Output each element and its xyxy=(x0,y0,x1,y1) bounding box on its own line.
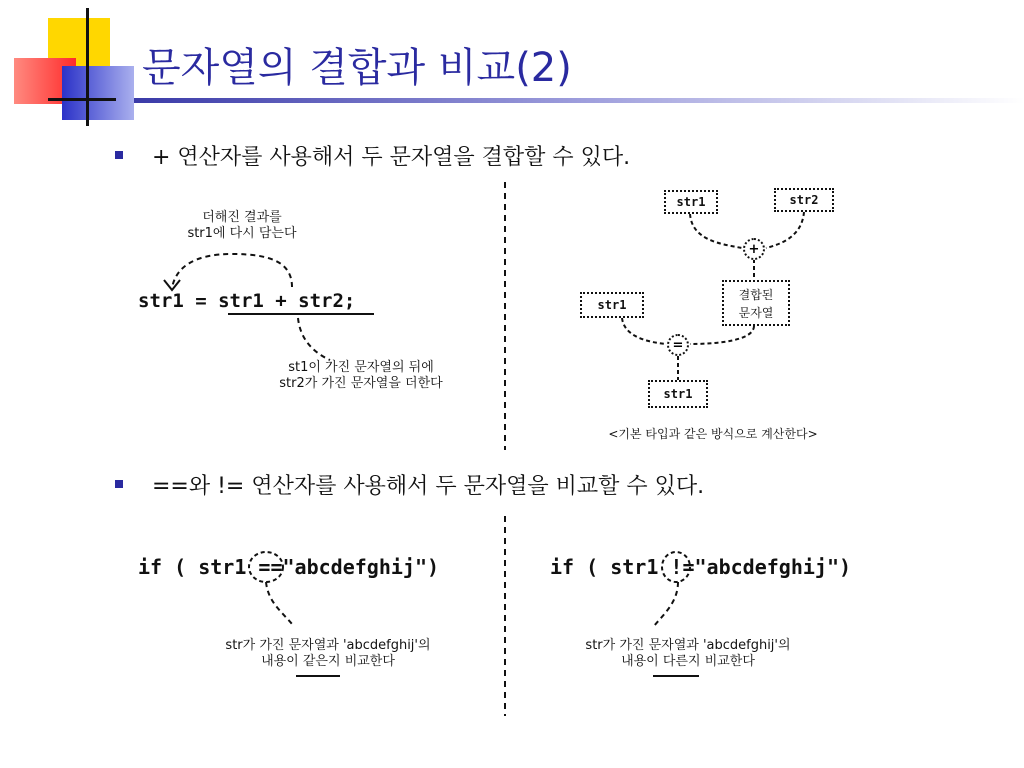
compare-notequal-operator: != xyxy=(670,555,695,579)
bullet-text-compare: ==와 != 연산자를 사용해서 두 문자열을 비교할 수 있다. xyxy=(152,474,705,499)
compare-notequal-note-line1: str가 가진 문자열과 'abcdefghij'의 xyxy=(585,638,791,653)
compare-equal-code xyxy=(138,555,439,579)
compare-equal-note xyxy=(186,638,470,670)
concat-note-bottom xyxy=(246,360,476,392)
compare-equal-emphasis: 같은지 xyxy=(302,654,341,669)
diagram-box-str2-top: str2 xyxy=(774,188,834,212)
bullet-text-concat: + 연산자를 사용해서 두 문자열을 결합할 수 있다. xyxy=(152,145,631,170)
connector-str1-to-equals xyxy=(622,318,666,344)
diagram-equals-operator: = xyxy=(667,334,689,356)
compare-equal-note-line2: 내용이 같은지 비교한다 xyxy=(261,654,395,669)
diagram-box-str1-top: str1 xyxy=(664,190,718,214)
connector-result-to-equals xyxy=(690,326,754,344)
concat-note-top-line2: str1에 다시 담는다 xyxy=(187,226,297,241)
compare-notequal-note xyxy=(546,638,830,670)
diagram-caption: <기본 타입과 같은 방식으로 계산한다> xyxy=(608,427,818,441)
connector-str1-to-plus xyxy=(690,214,742,248)
connector-str2-to-plus xyxy=(766,212,804,248)
equal-operator-pointer xyxy=(266,582,292,624)
diagram-box-str1-bottom: str1 xyxy=(648,380,708,408)
compare-notequal-code-prefix: if ( str1 xyxy=(550,555,671,579)
compare-equal-code-suffix: "abcdefghij") xyxy=(282,555,440,579)
concat-expression: str1 = str1 + str2; xyxy=(138,290,356,312)
diagram-box-result-line2: 문자열 xyxy=(738,306,774,320)
concat-note-bottom-line1: st1이 가진 문자열의 뒤에 xyxy=(288,360,434,375)
assign-back-arrow xyxy=(172,254,292,288)
concat-note-top xyxy=(172,210,312,242)
diagram-plus-operator: + xyxy=(743,238,765,260)
compare-notequal-code xyxy=(550,555,851,579)
compare-notequal-code-suffix: "abcdefghij") xyxy=(694,555,852,579)
compare-notequal-note-line2: 내용이 다른지 비교한다 xyxy=(621,654,755,669)
compare-equal-code-prefix: if ( str1 xyxy=(138,555,259,579)
compare-equal-operator: == xyxy=(258,555,283,579)
assign-arrowhead xyxy=(164,280,180,290)
diagram-box-str1-left: str1 xyxy=(580,292,644,318)
compare-equal-note-line1: str가 가진 문자열과 'abcdefghij'의 xyxy=(225,638,431,653)
slide-title: 문자열의 결합과 비교(2) xyxy=(142,45,572,91)
notequal-operator-pointer xyxy=(654,582,678,626)
concat-note-top-line1: 더해진 결과를 xyxy=(202,210,282,225)
diagram-box-result xyxy=(722,280,790,326)
concat-note-bottom-line2: str2가 가진 문자열을 더한다 xyxy=(279,376,443,391)
diagram-box-result-line1: 결합된 xyxy=(738,288,774,302)
compare-notequal-emphasis: 다른지 xyxy=(662,654,701,669)
concat-note-pointer xyxy=(298,318,330,360)
